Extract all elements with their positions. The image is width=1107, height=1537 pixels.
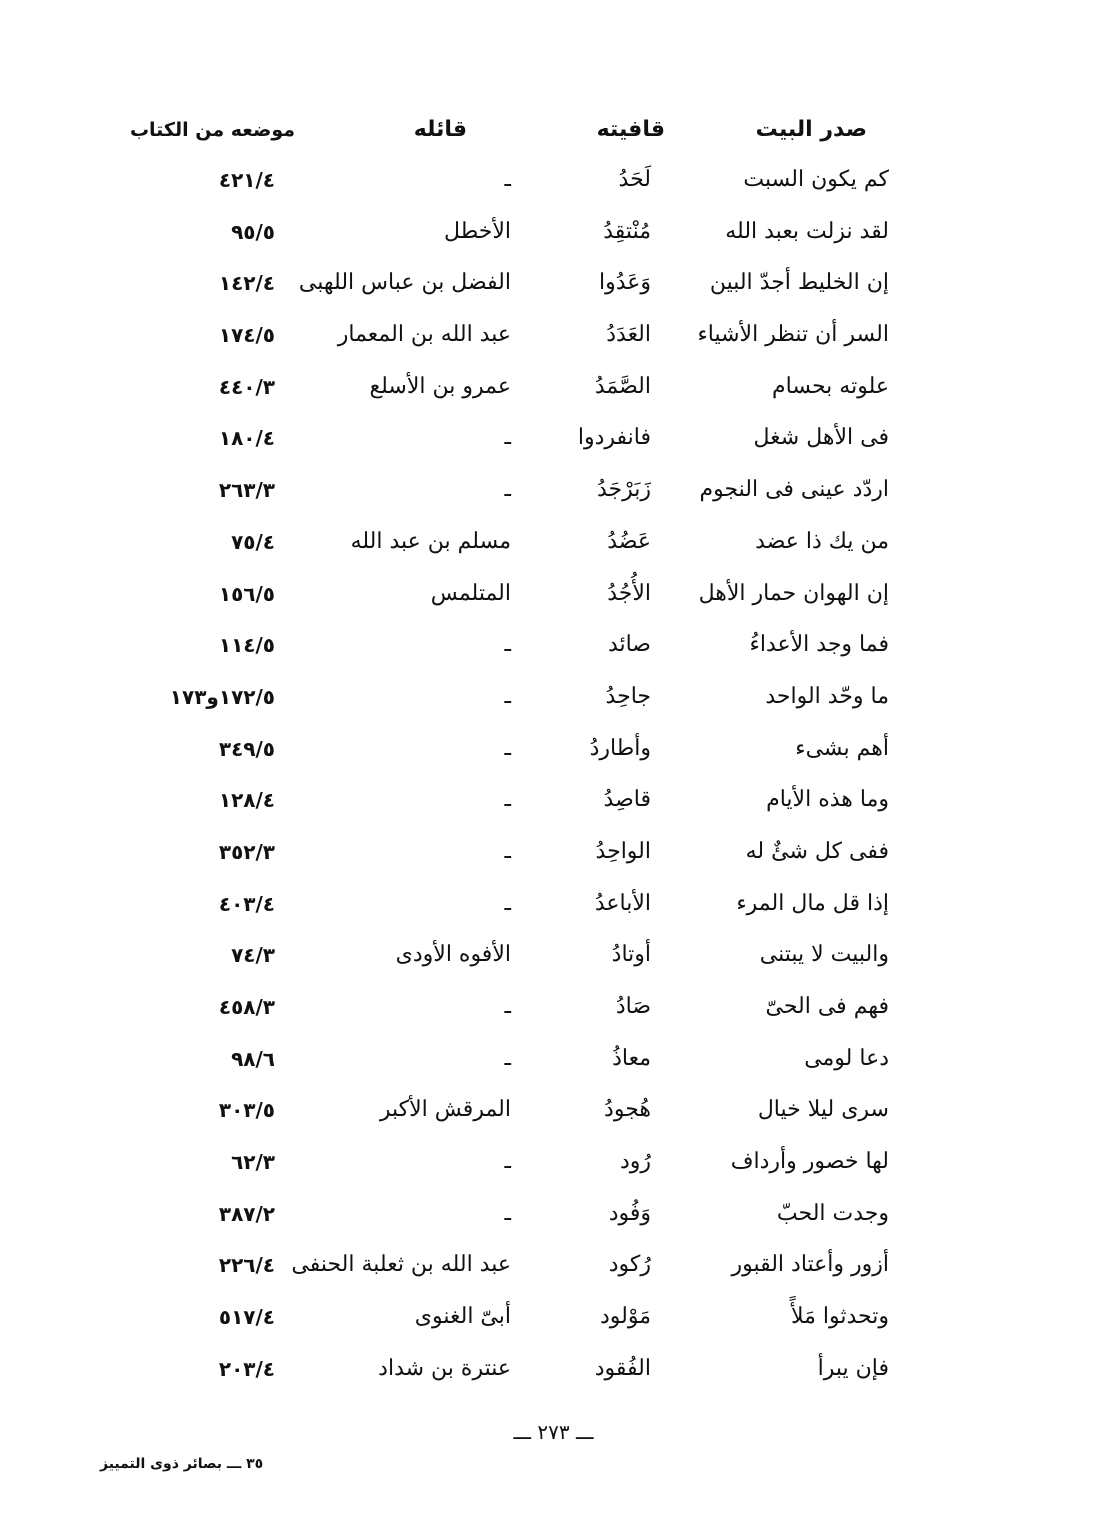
header-qail: قائله xyxy=(413,117,467,142)
cell-mawdi: ٧٥/٤ xyxy=(231,529,275,554)
cell-sadr: أهم بشىء xyxy=(795,735,889,761)
cell-sadr: ففى كل شئٌ له xyxy=(745,838,889,864)
table-row xyxy=(0,880,1107,932)
table-row xyxy=(0,208,1107,260)
table-row xyxy=(0,1190,1107,1242)
cell-mawdi: ٩٨/٦ xyxy=(231,1046,275,1071)
table-row xyxy=(0,363,1107,415)
cell-sadr: من يك ذا عضد xyxy=(755,528,889,554)
cell-qail: مسلم بن عبد الله xyxy=(350,528,511,554)
cell-sadr: كم يكون السبت xyxy=(743,167,889,192)
cell-qafia: وَعَدُوا xyxy=(598,270,651,296)
cell-sadr: لها خصور وأرداف xyxy=(730,1149,889,1175)
table-row xyxy=(0,983,1107,1035)
cell-qail: المتلمس xyxy=(430,580,511,606)
footer-note: ٣٥ ـــ بصائر ذوى التمييز xyxy=(100,1456,264,1472)
cell-sadr: وما هذه الأيام xyxy=(766,787,889,813)
cell-mawdi: ٤٢١/٤ xyxy=(218,168,275,192)
cell-qafia: العَدَدُ xyxy=(606,322,651,348)
table-row xyxy=(0,1138,1107,1190)
cell-qafia: أوتادُ xyxy=(611,942,651,968)
cell-qafia: صائد xyxy=(607,632,651,658)
table-row xyxy=(0,259,1107,311)
cell-qail: ـ xyxy=(504,735,511,761)
cell-mawdi: ١٧٤/٥ xyxy=(218,323,275,348)
cell-qafia: الأُجُدُ xyxy=(607,580,651,606)
cell-qafia: رُود xyxy=(619,1149,651,1175)
cell-qafia: زَبَرْجَدُ xyxy=(596,477,651,503)
table-row xyxy=(0,570,1107,622)
cell-mawdi: ٣٠٣/٥ xyxy=(218,1098,275,1123)
cell-mawdi: ٣٥٢/٣ xyxy=(218,839,275,864)
header-qafia: قافيته xyxy=(596,117,665,142)
cell-qafia: مُنْتقِدُ xyxy=(603,218,651,244)
cell-sadr: لقد نزلت بعبد الله xyxy=(725,218,889,244)
cell-sadr: فى الأهل شغل xyxy=(753,425,889,451)
cell-qail: ـ xyxy=(504,838,511,864)
cell-mawdi: ٩٥/٥ xyxy=(231,219,275,244)
cell-mawdi: ٣٨٧/٢ xyxy=(218,1201,275,1226)
cell-qail: الأفوه الأودى xyxy=(395,942,511,968)
cell-qafia: مَوْلود xyxy=(599,1304,651,1330)
table-row xyxy=(0,1035,1107,1087)
header-mawdi: موضعه من الكتاب xyxy=(129,119,295,141)
cell-qail: ـ xyxy=(504,167,511,192)
cell-qail: ـ xyxy=(504,994,511,1019)
table-row xyxy=(0,1293,1107,1345)
cell-qafia: رُكود xyxy=(608,1252,651,1278)
cell-mawdi: ٧٤/٣ xyxy=(231,943,275,968)
cell-qafia: الواحِدُ xyxy=(595,838,651,864)
page-number: ـــ ٢٧٣ ـــ xyxy=(513,1420,594,1444)
cell-qail: ـ xyxy=(504,632,511,658)
cell-mawdi: ٤٠٣/٤ xyxy=(218,891,275,916)
cell-mawdi: ٢٠٣/٤ xyxy=(218,1356,275,1381)
cell-qafia: هُجودُ xyxy=(604,1097,651,1123)
cell-qail: ـ xyxy=(504,683,511,709)
cell-mawdi: ١٤٢/٤ xyxy=(218,271,275,296)
table-row xyxy=(0,466,1107,518)
cell-qail: ـ xyxy=(504,787,511,813)
table-row xyxy=(0,725,1107,777)
table-row xyxy=(0,156,1107,208)
cell-mawdi: ٢٦٣/٣ xyxy=(218,478,275,503)
table-row xyxy=(0,621,1107,673)
cell-mawdi: ٥١٧/٤ xyxy=(218,1305,275,1330)
cell-qail: ـ xyxy=(504,1200,511,1226)
cell-sadr: أزور وأعتاد القبور xyxy=(731,1252,889,1278)
cell-qail: ـ xyxy=(504,1045,511,1071)
cell-sadr: إن الهوان حمار الأهل xyxy=(698,580,889,606)
cell-qafia: الفُقود xyxy=(594,1355,651,1381)
table-row xyxy=(0,311,1107,363)
cell-sadr: فإن يبرأ xyxy=(817,1355,889,1381)
cell-sadr: إذا قل مال المرء xyxy=(736,890,889,916)
table-row xyxy=(0,828,1107,880)
cell-qail: ـ xyxy=(504,477,511,503)
cell-mawdi: ٤٥٨/٣ xyxy=(218,995,275,1019)
cell-sadr: ما وحّد الواحد xyxy=(765,683,889,709)
cell-sadr: والبيت لا يبتنى xyxy=(759,942,889,968)
cell-sadr: سرى ليلا خيال xyxy=(757,1097,889,1123)
cell-mawdi: ١٥٦/٥ xyxy=(218,581,275,606)
cell-qafia: عَضُدُ xyxy=(607,528,651,554)
cell-mawdi: ٢٢٦/٤ xyxy=(218,1253,275,1278)
cell-mawdi: ٦٢/٣ xyxy=(231,1150,275,1175)
table-row xyxy=(0,1345,1107,1397)
cell-qail: المرقش الأكبر xyxy=(379,1097,511,1123)
cell-mawdi: ٤٤٠/٣ xyxy=(218,374,275,399)
cell-mawdi: ١٨٠/٤ xyxy=(218,426,275,451)
cell-qail: عبد الله بن المعمار xyxy=(337,322,511,348)
cell-qafia: وأطاردُ xyxy=(589,735,651,761)
cell-qail: ـ xyxy=(504,425,511,451)
cell-qafia: جاحِدُ xyxy=(605,683,651,709)
table-header xyxy=(0,112,1107,148)
cell-sadr: فما وجد الأعداءُ xyxy=(749,632,889,658)
cell-sadr: علوته بحسام xyxy=(772,373,889,399)
cell-qail: عبد الله بن ثعلبة الحنفى xyxy=(291,1252,511,1278)
table-row xyxy=(0,414,1107,466)
cell-qafia: الصَّمَدُ xyxy=(594,373,651,399)
header-sadr: صدر البيت xyxy=(755,117,867,142)
cell-mawdi: ١٧٢/٥و١٧٣ xyxy=(169,684,275,709)
verse-index-table xyxy=(0,156,1107,1397)
cell-qafia: قاصِدُ xyxy=(603,787,651,813)
cell-qafia: وَفُود xyxy=(608,1200,651,1226)
cell-qail: الأخطل xyxy=(444,218,511,244)
cell-qail: ـ xyxy=(504,1149,511,1175)
cell-sadr: وجدت الحبّ xyxy=(776,1200,889,1226)
cell-sadr: السر أن تنظر الأشياء xyxy=(697,322,889,348)
cell-qafia: صَادُ xyxy=(615,994,651,1019)
cell-mawdi: ١١٤/٥ xyxy=(218,633,275,658)
table-row xyxy=(0,518,1107,570)
cell-qail: أبىّ الغنوى xyxy=(414,1304,511,1330)
table-row xyxy=(0,673,1107,725)
cell-sadr: وتحدثوا مَلأً xyxy=(790,1304,889,1330)
cell-sadr: إن الخليط أجدّ البين xyxy=(709,270,889,296)
table-row xyxy=(0,776,1107,828)
cell-qail: الفضل بن عباس اللهبى xyxy=(298,270,511,296)
cell-qail: ـ xyxy=(504,890,511,916)
table-row xyxy=(0,931,1107,983)
cell-mawdi: ١٢٨/٤ xyxy=(218,788,275,813)
cell-sadr: فهم فى الحىّ xyxy=(765,994,889,1019)
cell-qafia: معاذُ xyxy=(612,1045,651,1071)
cell-qafia: فانفردوا xyxy=(577,425,651,451)
cell-qafia: لَحَدُ xyxy=(618,167,651,192)
cell-qail: عمرو بن الأسلع xyxy=(369,373,511,399)
cell-qail: عنترة بن شداد xyxy=(378,1355,511,1381)
cell-mawdi: ٣٤٩/٥ xyxy=(218,736,275,761)
cell-sadr: دعا لومى xyxy=(804,1045,889,1071)
cell-qafia: الأباعدُ xyxy=(594,890,651,916)
table-row xyxy=(0,1086,1107,1138)
table-row xyxy=(0,1241,1107,1293)
cell-sadr: اردّد عينى فى النجوم xyxy=(699,477,889,503)
